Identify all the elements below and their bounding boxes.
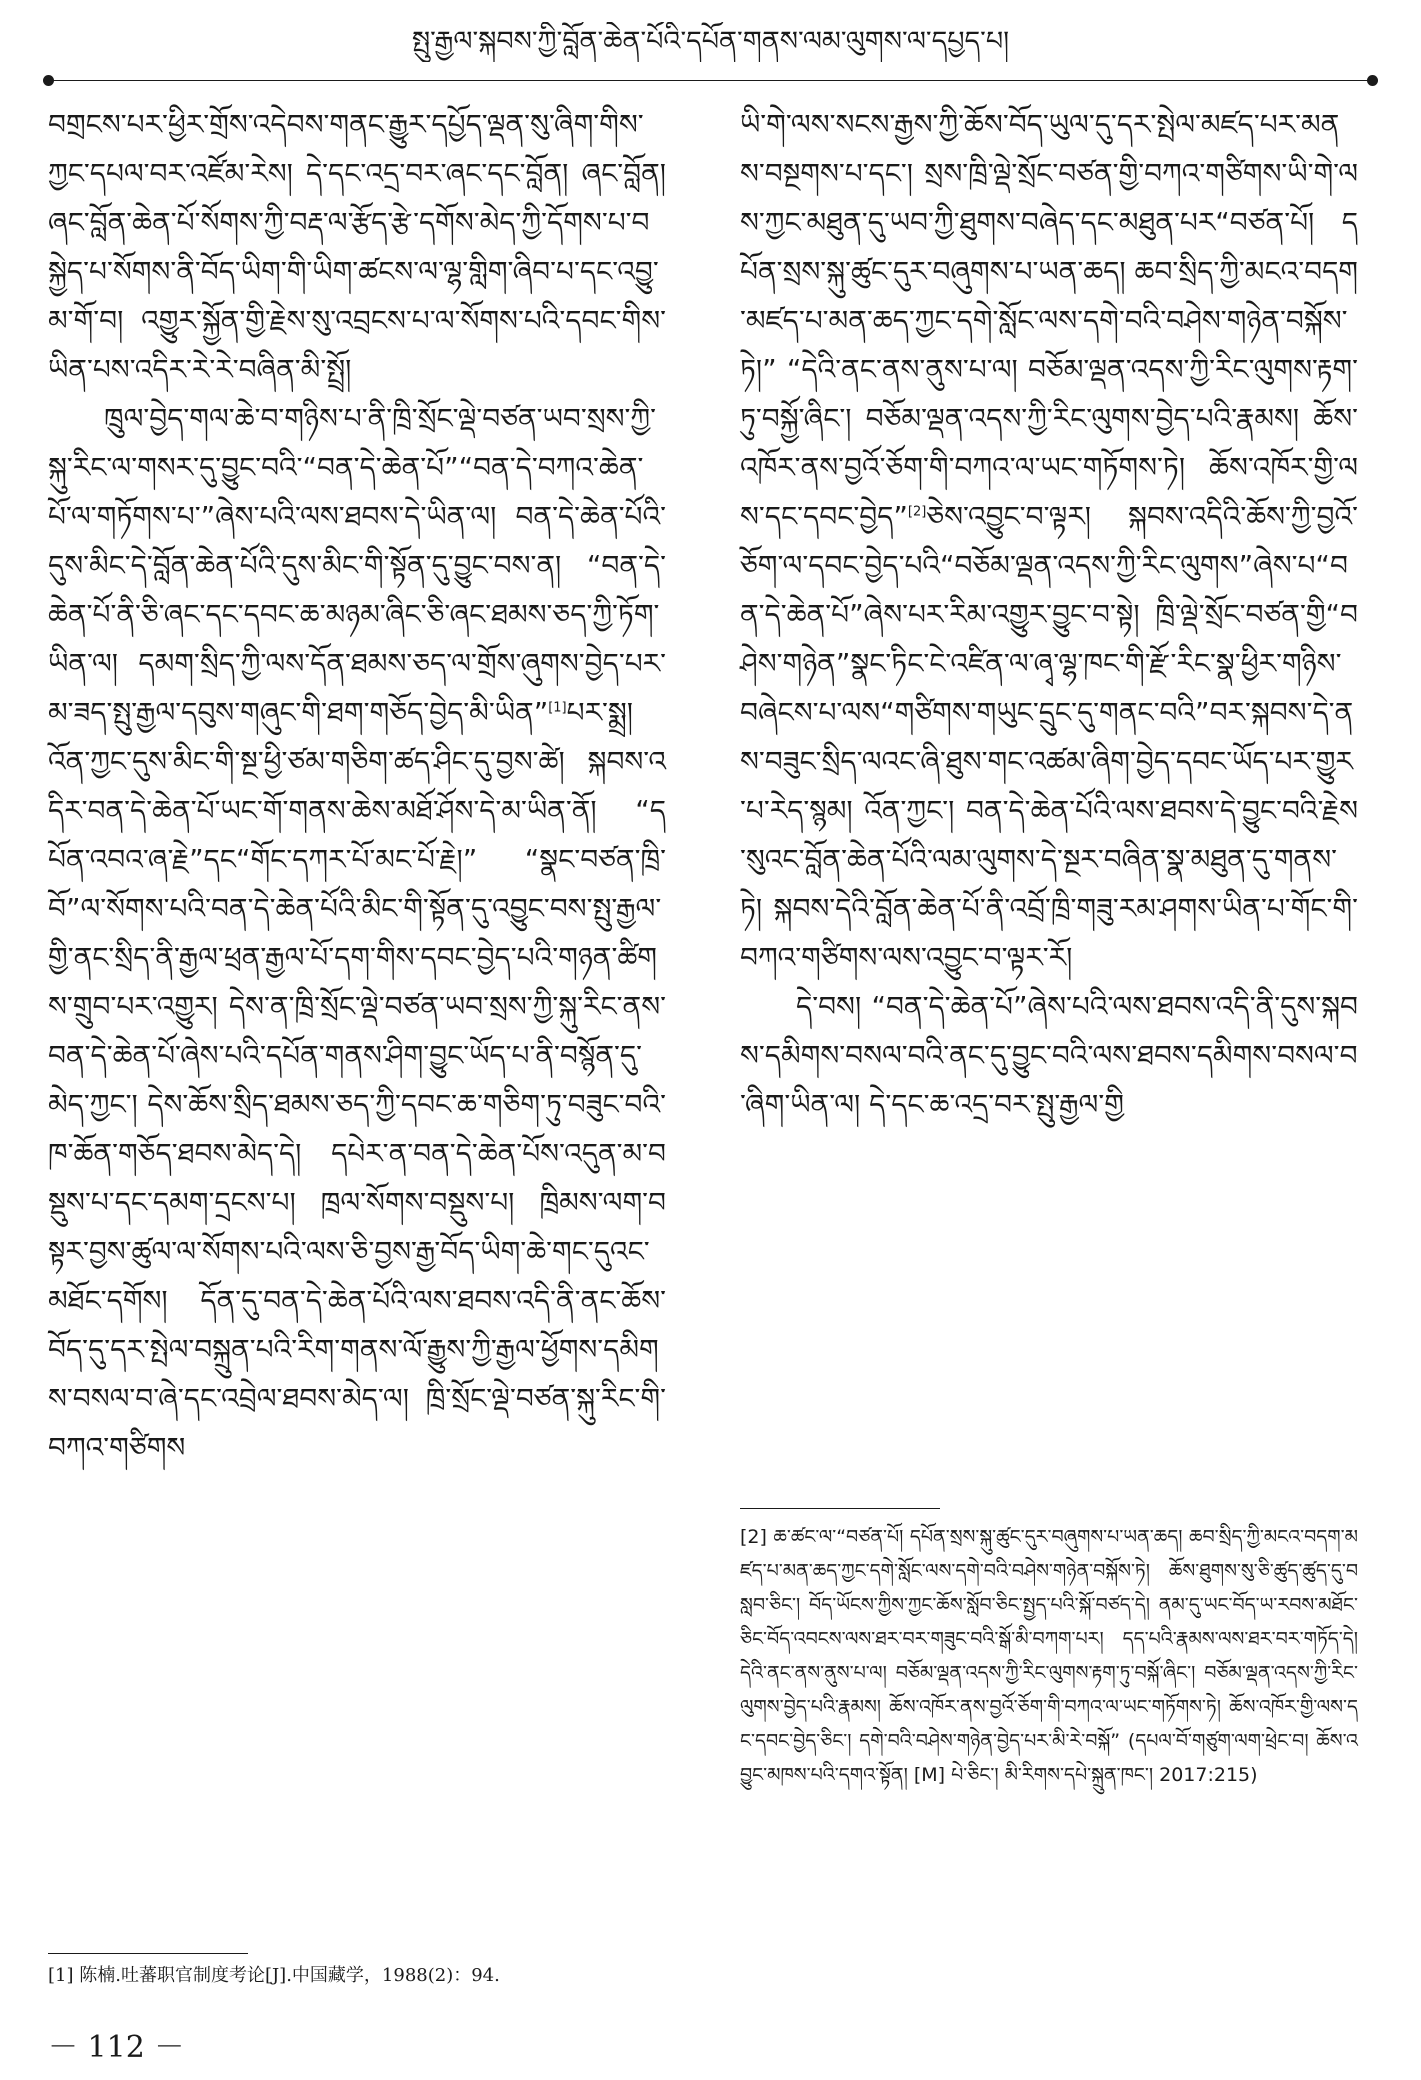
- header-rule: [48, 80, 1373, 81]
- running-title: སྤུ་རྒྱལ་སྐབས་ཀྱི་བློན་ཆེན་པོའི་དཔོན་གནས་ལམ་ལུགས་ལ་དཔྱད་པ།: [411, 26, 1010, 57]
- footnote-divider-right: [740, 1508, 940, 1509]
- footnote-1: [1] 陈楠.吐蕃职官制度考论[J].中国藏学，1988(2)：94.: [48, 1965, 500, 1986]
- left-paragraph-2-text: ཁྲུལ་བྱེད་གལ་ཆེ་བ་གཉིས་པ་ནི་ཁྲི་སྲོང་ལྡེ་བཙན་ཡབ་སྲས་ཀྱི་སྐུ་རིང་ལ་གསར་དུ་བྱུང་བའི་“བན་དེ་ཆེན་པོ”“བན་དེ་བཀའ་ཆེན་པོ་ལ་གཏོགས་པ་”ཞེས་པའི་ལས་ཐབས་དེ་ཡིན་ལ། བན་དེ་ཆེན་པོའི་དུས་མིང་དེ་བློན་ཆེན་པོའི་དུས་མིང་གི་སྟོན་དུ་བྱུང་བས་ན། “བན་དེ་ཆེན་པོ་ནི་ཅི་ཞང་དང་དབང་ཆ་མཉམ་ཞིང་ཅི་ཞང་ཐམས་ཅད་ཀྱི་ཏོག་ཡིན་ལ། དམག་སྲིད་ཀྱི་ལས་དོན་ཐམས་ཅད་ལ་གྲོས་ཞུགས་བྱེད་པར་མ་ཟད་སྤུ་རྒྱལ་དབུས་གཞུང་གི་ཐག་གཅོད་བྱེད་མི་ཡིན”: [48, 402, 666, 729]
- footnote-ref-1[interactable]: [1]: [548, 700, 567, 716]
- left-paragraph-2-tail: པར་སྨྲ། འོན་ཀྱང་དུས་མིང་གི་སྔ་ཕྱི་ཙམ་གཅིག་ཚད་ཤིང་དུ་བྱས་ཚེ། སྐབས་འདིར་བན་དེ་ཆེན་པོ་ཡང་གོ་གནས་ཆེས་མཐོ་ཤོས་དེ་མ་ཡིན་ནོ། “དཔོན་འབའ་ཞ་རྗེ”དང“གོང་དཀར་པོ་མང་པོ་རྗེ།” “སྣང་བཙན་ཁྲི་བོ”ལ་སོགས་པའི་བན་དེ་ཆེན་པོའི་མིང་གི་སྟོན་དུ་འབྱུང་བས་སྤུ་རྒྱལ་གྱི་ནང་སྲིད་ནི་རྒྱལ་ཕྲན་རྒྱལ་པོ་དག་གིས་དབང་བྱེད་པའི་གཉན་ཚིགས་གྲུབ་པར་འགྱུར། དེས་ན་ཁྲི་སྲོང་ལྡེ་བཙན་ཡབ་སྲས་ཀྱི་སྐུ་རིང་ནས་བན་དེ་ཆེན་པོ་ཞེས་པའི་དཔོན་གནས་ཤིག་བྱུང་ཡོད་པ་ནི་བསྙོན་དུ་མེད་ཀྱང་། དེས་ཆོས་སྲིད་ཐམས་ཅད་ཀྱི་དབང་ཆ་གཅིག་ཏུ་བཟུང་བའི་ཁ་ཆོན་གཅོད་ཐབས་མེད་དེ། དཔེར་ན་བན་དེ་ཆེན་པོས་འདུན་མ་བསྡུས་པ་དང་དམག་དྲངས་པ། ཁྲལ་སོགས་བསྡུས་པ། ཁྲིམས་ལག་བསྟར་བྱས་ཚུལ་ལ་སོགས་པའི་ལས་ཅི་བྱས་རྒྱ་བོད་ཡིག་ཆེ་གང་དུའང་མཐོང་དགོས། དོན་དུ་བན་དེ་ཆེན་པོའི་ལས་ཐབས་འདི་ནི་ནང་ཆོས་བོད་དུ་དར་སྤེལ་བསྐྲུན་པའི་རིག་གནས་ལོ་རྒྱུས་ཀྱི་རྒྱལ་ཕྱོགས་དམིགས་བསལ་བ་ཞེ་དང་འབྲེལ་ཐབས་མེད་ལ། ཁྲི་སྲོང་ལྡེ་བཙན་སྐུ་རིང་གི་བཀའ་གཙིགས: [48, 696, 666, 1464]
- right-paragraph-2-text: དེ་བས། “བན་དེ་ཆེན་པོ”ཞེས་པའི་ལས་ཐབས་འདི་ནི་དུས་སྐབས་དམིགས་བསལ་བའི་ནང་དུ་བྱུང་བའི་ལས་ཐབས་དམིགས་བསལ་བ་ཞིག་ཡིན་ལ། དེ་དང་ཆ་འདྲ་བར་སྤུ་རྒྱལ་གྱི: [740, 990, 1358, 1121]
- footnote-2: [2] ཆ་ཚང་ལ་“བཙན་པོ། དཔོན་སྲས་སྐུ་ཚུང་དུར་བཞུགས་པ་ཡན་ཆད། ཆབ་སྲིད་ཀྱི་མངའ་བདག་མཛད་པ་མན་ཆད་ཀྱང་དགེ་སློང་ལས་དགེ་བའི་བཤེས་གཉེན་བསྐོས་ཏེ། ཆོས་ཐུགས་སུ་ཅི་ཚུད་ཚུད་དུ་བསླབ་ཅིང་། བོད་ཡོངས་ཀྱིས་ཀྱང་ཆོས་སློབ་ཅིང་སྤྱད་པའི་སྐོ་བཙད་དེ། ནམ་དུ་ཡང་བོད་ཡ་རབས་མཐོང་ཅིང་བོད་འབངས་ལས་ཐར་བར་གཟུང་བའི་སྒོ་མི་བཀག་པར། དད་པའི་རྣམས་ལས་ཐར་བར་གཏོད་དེ། དེའི་ནང་ནས་ནུས་པ་ལ། བཅོམ་ལྡན་འདས་ཀྱི་རིང་ལུགས་རྟག་ཏུ་བསྐོ་ཞིང་། བཅོམ་ལྡན་འདས་ཀྱི་རིང་ལུགས་བྱེད་པའི་རྣམས། ཆོས་འཁོར་ནས་བྱའོ་ཅོག་གི་བཀའ་ལ་ཡང་གཏོགས་ཏེ། ཆོས་འཁོར་གྱི་ལས་དང་དབང་བྱེད་ཅིང་། དགེ་བའི་བཤེས་གཉེན་བྱེད་པར་མི་རེ་བསྐོ” (དཔལ་བོ་གཙུག་ལག་ཕྲེང་བ། ཆོས་འབྱུང་མཁས་པའི་དགའ་སྟོན། [M] པེ་ཅིང་། མི་རིགས་དཔེ་སྐྲུན་ཁང་། 2017:215): [740, 1526, 1358, 1786]
- footnote-ref-2[interactable]: [2]: [907, 504, 927, 520]
- right-paragraph-1-text: ཡི་གེ་ལས་སངས་རྒྱས་ཀྱི་ཆོས་བོད་ཡུལ་དུ་དར་སྤེལ་མཛད་པར་མནས་བསྔགས་པ་དང་། སྲས་ཁྲི་ལྡེ་སྲོང་བཙན་གྱི་བཀའ་གཙིགས་ཡི་གེ་ལས་ཀྱང་མཐུན་དུ་ཡབ་ཀྱི་ཐུགས་བཞེད་དང་མཐུན་པར“བཙན་པོ། དཔོན་སྲས་སྐུ་ཚུང་དུར་བཞུགས་པ་ཡན་ཆད། ཆབ་སྲིད་ཀྱི་མངའ་བདག་མཛད་པ་མན་ཆད་ཀྱང་དགེ་སློང་ལས་དགེ་བའི་བཤེས་གཉེན་བསྐོས་ཏེ།” “དེའི་ནང་ནས་ནུས་པ་ལ། བཅོམ་ལྡན་འདས་ཀྱི་རིང་ལུགས་རྟག་ཏུ་བསྐྱོ་ཞིང་། བཅོམ་ལྡན་འདས་ཀྱི་རིང་ལུགས་བྱེད་པའི་རྣམས། ཆོས་འཁོར་ནས་བྱའོ་ཅོག་གི་བཀའ་ལ་ཡང་གཏོགས་ཏེ། ཆོས་འཁོར་གྱི་ལས་དང་དབང་བྱེད”: [740, 108, 1359, 533]
- right-paragraph-1: [740, 100, 1358, 982]
- page-number: － 112 －: [48, 2030, 185, 2065]
- right-paragraph-2: [740, 982, 1358, 1129]
- header-rule-dot-right: [1367, 75, 1378, 86]
- left-column: [48, 100, 666, 1472]
- left-paragraph-2: [48, 394, 666, 1472]
- right-paragraph-1-tail: ཅེས་འབྱུང་བ་ལྟར། སྐབས་འདིའི་ཆོས་ཀྱི་བྱའོ་ཅོག་ལ་དབང་བྱེད་པའི“བཅོམ་ལྡན་འདས་ཀྱི་རིང་ལུགས”ཞེས་པ“བན་དེ་ཆེན་པོ”ཞེས་པར་རིམ་འགྱུར་བྱུང་བ་སྟེ། ཁྲི་ལྡེ་སྲོང་བཙན་གྱི“བཤེས་གཉེན”སྣང་ཏིང་ངེ་འཛིན་ལ་ཞྭ་ལྷ་ཁང་གི་རྫོ་རིང་སྣ་ཕྱིར་གཉིས་བཞེངས་པ་ལས“གཙིགས་གཡུང་དྲུང་དུ་གནང་བའི”བར་སྐབས་དེ་ནས་བཟུང་སྲིད་ལའང་ཞི་ཐུས་གང་འཚམ་ཞིག་བྱེད་དབང་ཡོད་པར་གྱུར་པ་རེད་སྙམ། འོན་ཀྱང་། བན་དེ་ཆེན་པོའི་ལས་ཐབས་དེ་བྱུང་བའི་རྗེས་སུའང་བློན་ཆེན་པོའི་ལམ་ལུགས་དེ་སྔར་བཞིན་སྣ་མཐུན་དུ་གནས་ཏེ། སྐབས་དེའི་བློན་ཆེན་པོ་ནི་འབྲོ་ཁྲི་གཟུ་རམ་ཤགས་ཡིན་པ་གོང་གི་བཀའ་གཙིགས་ལས་འབྱུང་བ་ལྟར་རོ།: [740, 500, 1358, 974]
- right-column: [740, 100, 1358, 1129]
- left-paragraph-1: [48, 100, 666, 394]
- left-paragraph-1-text: བགྲངས་པར་ཕྱིར་གྲོས་འདེབས་གནང་རྒྱུར་དཔྱོད་ལྡན་སུ་ཞིག་གིས་ཀྱང་དཔལ་བར་འཛོམ་རེས། དེ་དང་འདྲ་བར་ཞང་དང་བློན། ཞང་བློན། ཞང་བློན་ཆེན་པོ་སོགས་ཀྱི་བརྡ་ལ་རྩོད་རྩེ་དགོས་མེད་ཀྱི་དོགས་པ་བསྐྱེད་པ་སོགས་ནི་བོད་ཡིག་གི་ཡིག་ཚངས་ལ་ལྷ་གླིག་ཞིབ་པ་དང་འབྱུ་མ་གོ་བ། འགྱུར་སྐྱོན་གྱི་རྗེས་སུ་འབྲངས་པ་ལ་སོགས་པའི་དབང་གིས་ཡིན་པས་འདིར་རེ་རེ་བཞིན་མི་སྤྲོ།: [48, 108, 666, 386]
- footnote-divider-left: [48, 1953, 248, 1954]
